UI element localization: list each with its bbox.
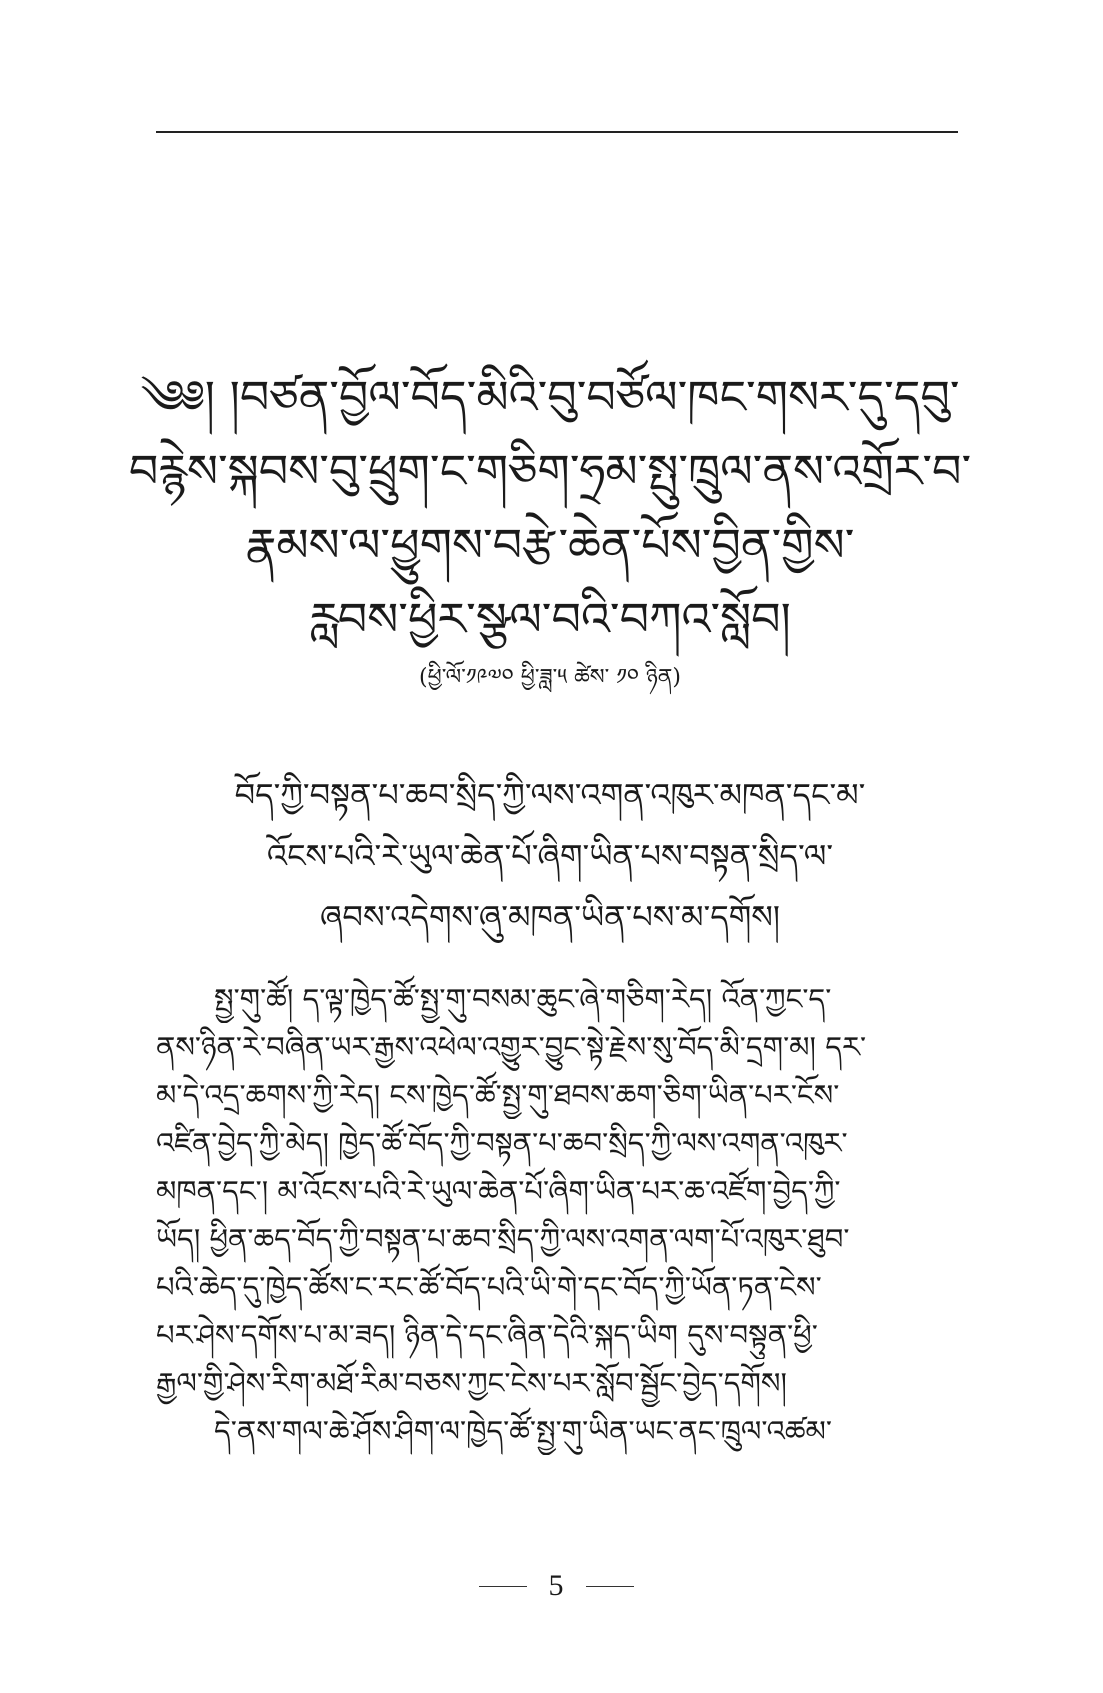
title-line-4: རླབས་ཕྱིར་སྩལ་བའི་བཀའ་སློབ། (309, 592, 791, 646)
body-line-7: པའི་ཆེད་དུ་ཁྱེད་ཚོས་ང་རང་ཚོ་བོད་པའི་ཡི་གེ་དང་བོད་ཀྱི་ཡོན་ཏན་ངེས་ (156, 1270, 822, 1304)
body-line-9: རྒྱལ་གྱི་ཤེས་རིག་མཐོ་རིམ་བཅས་ཀྱང་ངེས་པར་སློབ་སྦྱོང་བྱེད་དགོས། (156, 1366, 787, 1400)
body-line-5: མཁན་དང་། མ་འོངས་པའི་རེ་ཡུལ་ཆེན་པོ་ཞིག་ཡིན་པར་ཆ་འཛོག་བྱེད་ཀྱི་ (156, 1174, 841, 1208)
subtitle-line-3: ཞབས་འདེགས་ཞུ་མཁན་ཡིན་པས་མ་དགོས། (320, 898, 780, 936)
subtitle-line-1: བོད་ཀྱི་བསྟན་པ་ཆབ་སྲིད་ཀྱི་ལས་འགན་འཁུར་མཁན་དང་མ་ (234, 776, 866, 814)
body-line-1: སྤྱ་གུ་ཚོ། ད་ལྟ་ཁྱེད་ཚོ་སྤྱ་གུ་བསམ་ཆུང་ཞེ་གཅིག་རེད། འོན་ཀྱང་ད་ (214, 982, 832, 1016)
page-number: 5 (548, 1569, 564, 1602)
title-line-1: ༄༅། །བཙན་བྱོལ་བོད་མིའི་བུ་བཙོལ་ཁང་གསར་དུ་དབུ་ (140, 370, 960, 424)
top-rule (156, 131, 958, 133)
date-note: (ཕྱི་ལོ་༡༩༧༠ ཕྱི་ཟླ་༥ ཚེས་ ༡༠ ཉིན) (419, 665, 681, 690)
footer-dash-right (586, 1586, 634, 1587)
body-text (156, 975, 964, 1455)
subtitle-block (140, 765, 960, 948)
subtitle-line-2: འོངས་པའི་རེ་ཡུལ་ཆེན་པོ་ཞིག་ཡིན་པས་བསྟན་སྲིད་ལ་ (266, 837, 834, 875)
body-line-3: མ་དེ་འདྲ་ཆགས་ཀྱི་རེད། ངས་ཁྱེད་ཚོ་སྤྱ་གུ་ཐབས་ཆག་ཅིག་ཡིན་པར་ངོས་ (156, 1078, 840, 1112)
title-block (120, 360, 980, 696)
body-line-2: ནས་ཉིན་རེ་བཞིན་ཡར་རྒྱས་འཕེལ་འགྱུར་བྱུང་སྟེ་རྗེས་སུ་བོད་མི་དྲག་མ། དར་ (156, 1030, 867, 1064)
title-line-3: རྣམས་ལ་ཕྱུགས་བརྩེ་ཆེན་པོས་བྱིན་གྱིས་ (245, 518, 855, 572)
body-line-6: ཡོད། ཕྱིན་ཆད་བོད་ཀྱི་བསྟན་པ་ཆབ་སྲིད་ཀྱི་ལས་འགན་ལག་པོ་འཁུར་ཐུབ་ (156, 1222, 850, 1256)
page-footer (456, 1566, 656, 1606)
body-line-10: དེ་ནས་གལ་ཆེ་ཤོས་ཤིག་ལ་ཁྱེད་ཚོ་སྤྱ་གུ་ཡིན་ཡང་ནང་ཁྲུལ་འཚམ་ (214, 1414, 832, 1448)
body-line-8: པར་ཤེས་དགོས་པ་མ་ཟད། ཉིན་དེ་དང་ཞིན་དེའི་སྐད་ཡིག དུས་བསྟུན་ཕྱི་ (156, 1318, 818, 1352)
body-line-4: འཛིན་བྱེད་ཀྱི་མེད། ཁྱེད་ཚོ་བོད་ཀྱི་བསྟན་པ་ཆབ་སྲིད་ཀྱི་ལས་འགན་འཁུར་ (156, 1126, 848, 1160)
title-line-2: བརྙེས་སྐབས་བུ་ཕྲུག་ང་གཅིག་ཧྲམ་སྤུ་ཁྲུལ་ནས་འགྲོར་བ་ (128, 444, 972, 498)
footer-dash-left (479, 1586, 527, 1587)
